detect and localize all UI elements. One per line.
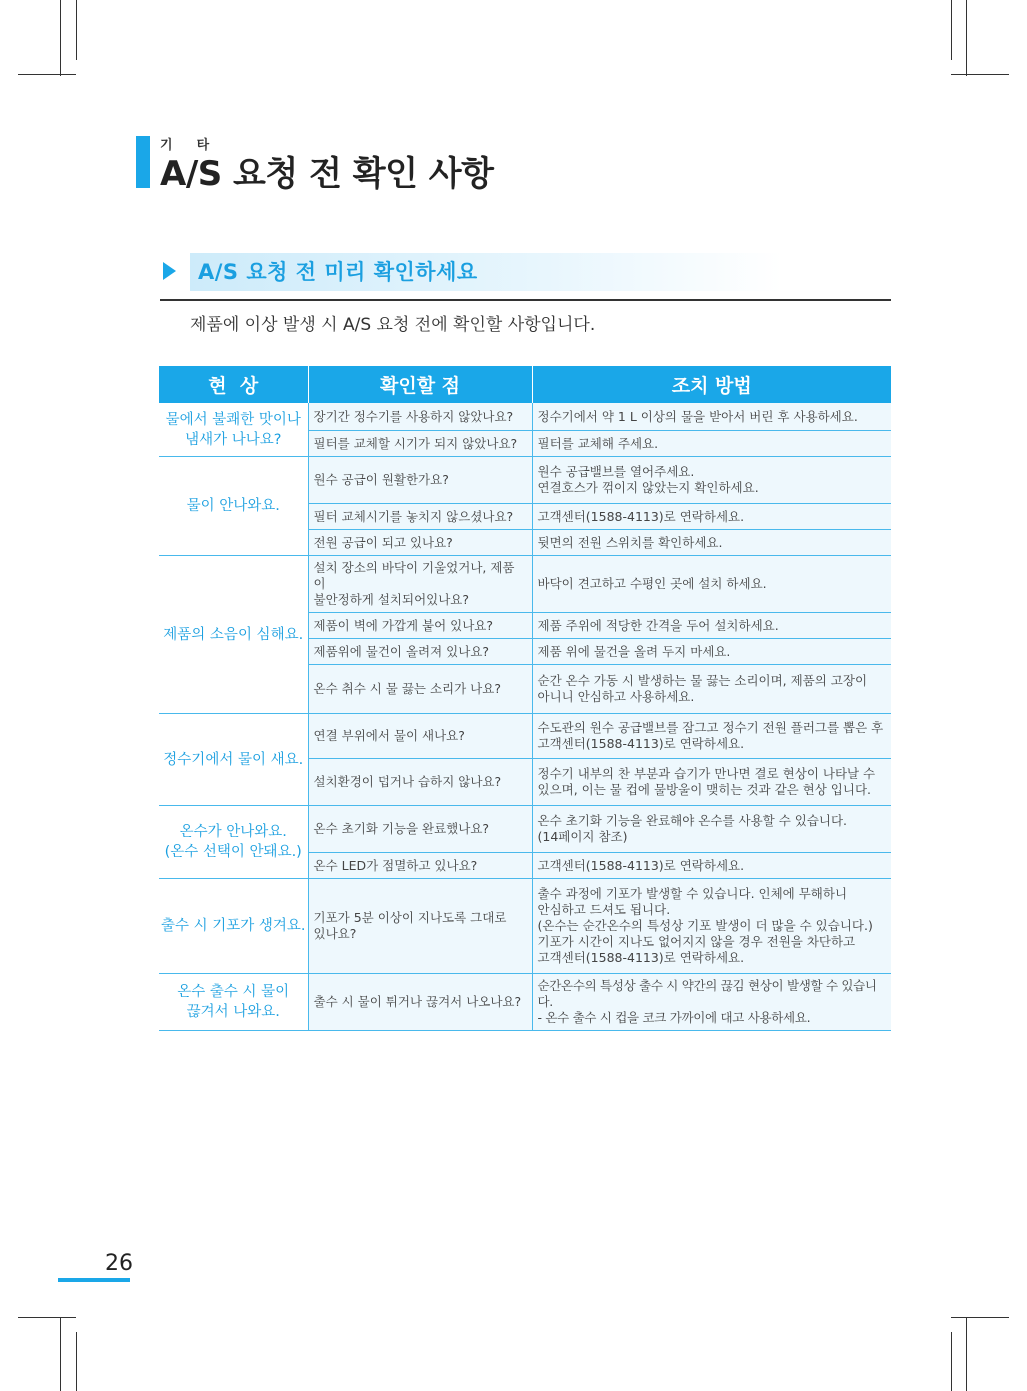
check-line: 장기간 정수기를 사용하지 않았나요? bbox=[313, 408, 514, 424]
crop-mark bbox=[76, 0, 77, 60]
page-title: A/S 요청 전 확인 사항 bbox=[160, 154, 494, 194]
page-number-rule bbox=[58, 1278, 130, 1282]
action-line: - 온수 출수 시 컵을 코크 가까이에 대고 사용하세요. bbox=[537, 1010, 811, 1025]
section-title: A/S 요청 전 미리 확인하세요 bbox=[198, 260, 478, 284]
check-line: 있나요? bbox=[313, 926, 357, 941]
crop-mark bbox=[76, 1332, 77, 1391]
check-cell bbox=[308, 457, 532, 504]
action-line: 수도관의 원수 공급밸브를 잠그고 정수기 전원 플러그를 뽑은 후 bbox=[537, 720, 884, 735]
page-number: 26 bbox=[105, 1251, 133, 1276]
action-line: 안심하고 드셔도 됩니다. bbox=[537, 902, 671, 917]
action-line: 원수 공급밸브를 열어주세요. bbox=[537, 464, 695, 479]
crop-mark bbox=[966, 0, 967, 76]
symptom-cell bbox=[159, 403, 308, 457]
crop-mark bbox=[951, 0, 952, 60]
crop-mark bbox=[951, 1317, 1009, 1318]
check-line: 원수 공급이 원활한가요? bbox=[313, 472, 449, 487]
action-line: 뒷면의 전원 스위치를 확인하세요. bbox=[537, 534, 723, 550]
section-divider bbox=[160, 299, 891, 301]
table-header-row bbox=[159, 366, 891, 403]
check-line: 필터를 교체할 시기가 되지 않았나요? bbox=[313, 435, 518, 451]
action-cell bbox=[532, 853, 891, 879]
check-cell bbox=[308, 613, 532, 639]
action-cell bbox=[532, 639, 891, 665]
crop-mark bbox=[951, 1332, 952, 1391]
action-cell bbox=[532, 403, 891, 431]
check-cell bbox=[308, 853, 532, 879]
action-cell bbox=[532, 504, 891, 530]
action-line: 연결호스가 꺾이지 않았는지 확인하세요. bbox=[537, 480, 759, 495]
title-accent-bar bbox=[136, 136, 150, 188]
action-cell bbox=[532, 665, 891, 714]
check-line: 제품위에 물건이 올려져 있나요? bbox=[313, 643, 490, 659]
symptom-line: 출수 시 기포가 생겨요. bbox=[161, 918, 306, 934]
action-line: (온수는 순간온수의 특성상 기포 발생이 더 많을 수 있습니다.) bbox=[537, 918, 873, 933]
triangle-arrow-icon bbox=[163, 262, 176, 280]
symptom-cell bbox=[159, 457, 308, 556]
action-line: 고객센터(1588-4113)로 연락하세요. bbox=[537, 950, 745, 965]
symptom-cell bbox=[159, 806, 308, 879]
action-line: 정수기 내부의 찬 부분과 습기가 만나면 결로 현상이 나타날 수 bbox=[537, 766, 876, 781]
check-line: 제품이 벽에 가깝게 붙어 있나요? bbox=[313, 617, 494, 633]
action-line: 있으며, 이는 물 컵에 물방울이 맺히는 것과 같은 현상 입니다. bbox=[537, 782, 872, 797]
check-cell bbox=[308, 665, 532, 714]
action-line: 정수기에서 약 1 L 이상의 물을 받아서 버린 후 사용하세요. bbox=[537, 408, 858, 424]
troubleshooting-table bbox=[159, 366, 891, 1031]
symptom-cell bbox=[159, 879, 308, 974]
check-line: 출수 시 물이 튀거나 끊겨서 나오나요? bbox=[313, 994, 522, 1009]
action-line: 제품 위에 물건을 올려 두지 마세요. bbox=[537, 643, 731, 659]
crop-mark bbox=[60, 0, 61, 76]
action-line: 고객센터(1588-4113)로 연락하세요. bbox=[537, 508, 745, 524]
header-check: 확인할 점 bbox=[308, 366, 532, 403]
table-row bbox=[159, 974, 891, 1031]
table-row bbox=[159, 879, 891, 974]
check-line: 연결 부위에서 물이 새나요? bbox=[313, 728, 465, 743]
symptom-line: 냄새가 나나요? bbox=[185, 431, 282, 448]
check-cell bbox=[308, 714, 532, 759]
check-cell bbox=[308, 556, 532, 613]
symptom-line: 물에서 불쾌한 맛이나 bbox=[165, 411, 301, 428]
action-cell bbox=[532, 974, 891, 1031]
symptom-line: 정수기에서 물이 새요. bbox=[163, 751, 304, 768]
action-cell bbox=[532, 431, 891, 457]
action-line: 필터를 교체해 주세요. bbox=[537, 435, 659, 451]
header-action: 조치 방법 bbox=[532, 366, 891, 403]
action-line: 기포가 시간이 지나도 없어지지 않을 경우 전원을 차단하고 bbox=[537, 934, 856, 949]
check-line: 온수 초기화 기능을 완료했나요? bbox=[313, 821, 490, 836]
symptom-line: 끊겨서 나와요. bbox=[186, 1004, 280, 1020]
crop-mark bbox=[966, 1317, 967, 1391]
check-cell bbox=[308, 639, 532, 665]
table-row bbox=[159, 714, 891, 759]
check-cell bbox=[308, 974, 532, 1031]
symptom-line: 제품의 소음이 심해요. bbox=[163, 626, 304, 643]
kicker-char: 타 bbox=[196, 138, 212, 153]
action-cell bbox=[532, 556, 891, 613]
check-line: 필터 교체시기를 놓치지 않으셨나요? bbox=[313, 508, 514, 524]
action-line: 온수 초기화 기능을 완료해야 온수를 사용할 수 있습니다. bbox=[537, 813, 848, 828]
action-line: 출수 과정에 기포가 발생할 수 있습니다. 인체에 무해하니 bbox=[537, 886, 848, 901]
symptom-cell bbox=[159, 556, 308, 714]
crop-mark bbox=[18, 74, 76, 75]
crop-mark bbox=[60, 1317, 61, 1391]
table-row bbox=[159, 403, 891, 431]
check-cell bbox=[308, 403, 532, 431]
chapter-kicker bbox=[160, 134, 233, 153]
table-row bbox=[159, 457, 891, 504]
action-line: 순간 온수 가동 시 발생하는 물 끓는 소리이며, 제품의 고장이 bbox=[537, 673, 868, 688]
section-intro: 제품에 이상 발생 시 A/S 요청 전에 확인할 사항입니다. bbox=[190, 315, 596, 335]
action-cell bbox=[532, 759, 891, 806]
action-line: 고객센터(1588-4113)로 연락하세요. bbox=[537, 857, 745, 873]
check-cell bbox=[308, 530, 532, 556]
action-line: 아니니 안심하고 사용하세요. bbox=[537, 689, 695, 704]
check-line: 전원 공급이 되고 있나요? bbox=[313, 534, 453, 550]
table-row bbox=[159, 806, 891, 853]
check-line: 설치 장소의 바닥이 기울었거나, 제품이 bbox=[313, 560, 515, 591]
check-cell bbox=[308, 806, 532, 853]
check-line: 불안정하게 설치되어있나요? bbox=[313, 592, 470, 607]
action-cell bbox=[532, 613, 891, 639]
symptom-cell bbox=[159, 974, 308, 1031]
check-cell bbox=[308, 759, 532, 806]
symptom-line: 온수가 안나와요. bbox=[179, 824, 287, 840]
action-cell bbox=[532, 530, 891, 556]
action-cell bbox=[532, 714, 891, 759]
action-line: 고객센터(1588-4113)로 연락하세요. bbox=[537, 736, 745, 751]
check-line: 설치환경이 덥거나 습하지 않나요? bbox=[313, 774, 502, 789]
symptom-cell bbox=[159, 714, 308, 806]
check-line: 기포가 5분 이상이 지나도록 그대로 bbox=[313, 910, 507, 925]
table-row bbox=[159, 556, 891, 613]
symptom-line: 물이 안나와요. bbox=[186, 498, 280, 514]
header-symptom: 현 상 bbox=[159, 366, 308, 403]
action-line: 제품 주위에 적당한 간격을 두어 설치하세요. bbox=[537, 617, 779, 633]
check-cell bbox=[308, 504, 532, 530]
symptom-line: 온수 출수 시 물이 bbox=[177, 984, 290, 1000]
check-line: 온수 취수 시 물 끓는 소리가 나요? bbox=[313, 681, 501, 696]
crop-mark bbox=[18, 1317, 76, 1318]
crop-mark bbox=[951, 74, 1009, 75]
action-cell bbox=[532, 879, 891, 974]
action-line: 순간온수의 특성상 출수 시 약간의 끊김 현상이 발생할 수 있습니다. bbox=[537, 978, 877, 1009]
check-line: 온수 LED가 점멸하고 있나요? bbox=[313, 857, 478, 873]
action-line: (14페이지 참조) bbox=[537, 829, 628, 844]
check-cell bbox=[308, 431, 532, 457]
action-cell bbox=[532, 806, 891, 853]
kicker-char: 기 bbox=[160, 138, 175, 153]
action-line: 바닥이 견고하고 수평인 곳에 설치 하세요. bbox=[537, 576, 767, 591]
check-cell bbox=[308, 879, 532, 974]
symptom-line: (온수 선택이 안돼요.) bbox=[164, 844, 302, 860]
action-cell bbox=[532, 457, 891, 504]
